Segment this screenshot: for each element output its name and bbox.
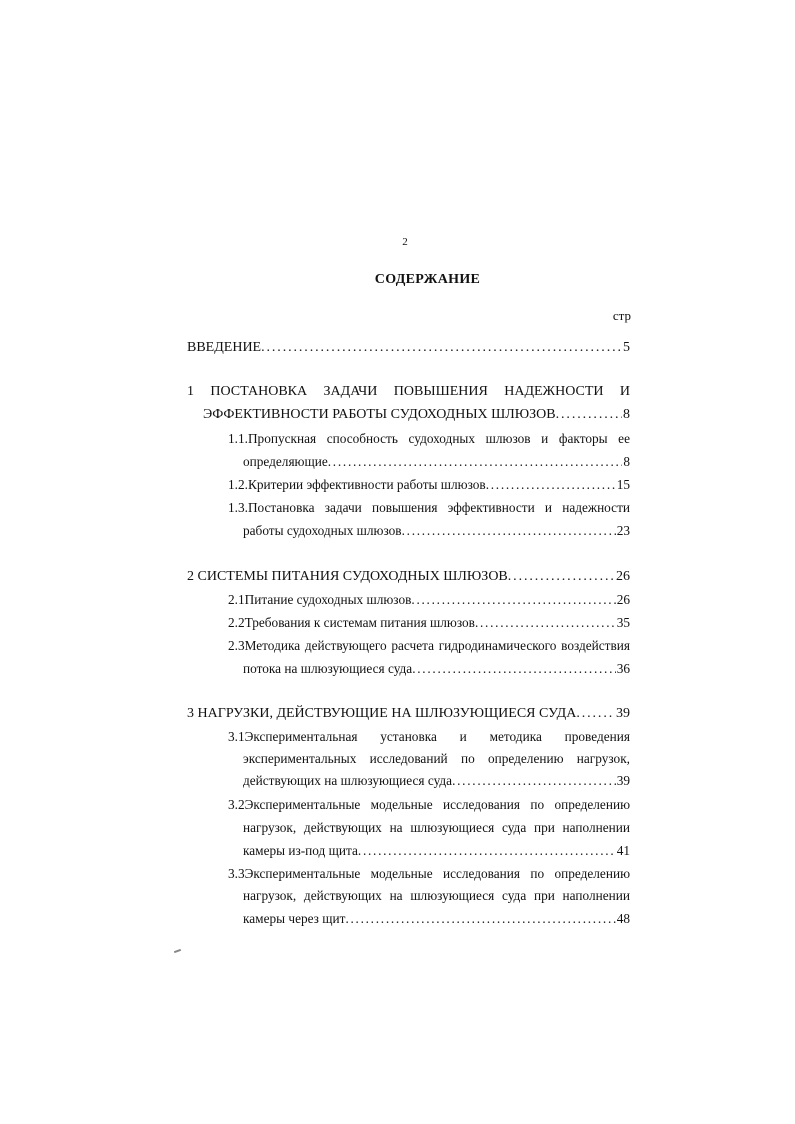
dot-leader <box>576 704 615 724</box>
toc-entry-label: 1.3.Постановка задачи повышения эффективности и надежности <box>228 500 630 515</box>
toc-entry-label: потока на шлюзующиеся суда <box>243 661 413 676</box>
toc-entry-label: камеры через щит <box>243 911 346 926</box>
dot-leader <box>345 909 615 929</box>
toc-entry-label: действующих на шлюзующиеся суда <box>243 773 453 788</box>
toc-entry-chapter-2[interactable] <box>187 567 630 587</box>
toc-entry-label: 3.3Экспериментальные модельные исследования по определению <box>228 866 630 881</box>
toc-entry-label: 2.3Методика действующего расчета гидродинамического воздействия <box>228 638 630 653</box>
toc-entry-label: 3.2Экспериментальные модельные исследования по определению <box>228 797 630 812</box>
toc-entry-label: нагрузок, действующих на шлюзующиеся суда при наполнении <box>243 888 630 903</box>
toc-entry-label: 1.1.Пропускная способность судоходных шлюзов и факторы ее <box>228 431 630 446</box>
dot-leader <box>328 452 623 472</box>
toc-entry-label: ВВЕДЕНИЕ <box>187 340 262 355</box>
dot-leader <box>508 567 615 587</box>
toc-page-number: 39 <box>616 773 630 788</box>
toc-entry-label: 1.2.Критерии эффективности работы шлюзов <box>228 477 486 492</box>
dot-leader <box>411 590 615 610</box>
toc-page-number: 5 <box>623 340 630 355</box>
toc-page-number: 15 <box>616 477 630 492</box>
toc-entry-section-2-2[interactable] <box>228 613 630 633</box>
page-column-header: стр <box>612 308 631 323</box>
dot-leader <box>412 659 616 679</box>
toc-entry-label: определяющие <box>243 454 328 469</box>
toc-entry-label: экспериментальных исследований по определению нагрузок, <box>243 751 630 766</box>
toc-entry-label: 2 СИСТЕМЫ ПИТАНИЯ СУДОХОДНЫХ ШЛЮЗОВ <box>187 569 508 584</box>
toc-page-number: 35 <box>616 615 630 630</box>
dot-leader <box>358 841 616 861</box>
dot-leader <box>475 613 616 633</box>
toc-entry-intro[interactable] <box>187 338 630 358</box>
dot-leader <box>452 771 616 791</box>
toc-entry-label: 3.1Экспериментальная установка и методика проведения <box>228 729 630 744</box>
toc-title: СОДЕРЖАНИЕ <box>374 272 481 287</box>
toc-entry-label: 2.2Требования к системам питания шлюзов <box>228 615 475 630</box>
toc-entry-label: 3 НАГРУЗКИ, ДЕЙСТВУЮЩИЕ НА ШЛЮЗУЮЩИЕСЯ СУДА <box>187 706 577 721</box>
toc-entry-label: 2.1Питание судоходных шлюзов <box>228 592 412 607</box>
toc-entry-chapter-3[interactable] <box>187 704 630 724</box>
toc-page-number: 26 <box>616 569 630 584</box>
toc-page-number: 26 <box>616 592 630 607</box>
toc-entry-label: нагрузок, действующих на шлюзующиеся суда при наполнении <box>243 820 630 835</box>
toc-page-number: 8 <box>623 454 630 469</box>
toc-entry-section-2-1[interactable] <box>228 590 630 610</box>
dot-leader <box>556 405 622 425</box>
toc-entry-section-1-2[interactable] <box>228 475 630 495</box>
toc-entry-label: ЭФФЕКТИВНОСТИ РАБОТЫ СУДОХОДНЫХ ШЛЮЗОВ <box>203 407 556 422</box>
scan-artifact <box>174 949 181 953</box>
toc-entry-label: работы судоходных шлюзов <box>243 523 402 538</box>
toc-page-number: 39 <box>616 706 630 721</box>
dot-leader <box>486 475 616 495</box>
toc-entry-label: камеры из-под щита <box>243 843 358 858</box>
toc-page-number: 23 <box>616 523 630 538</box>
page-number: 2 <box>402 236 408 248</box>
toc-page-number: 8 <box>623 407 630 422</box>
toc-entry-label: 1 ПОСТАНОВКА ЗАДАЧИ ПОВЫШЕНИЯ НАДЕЖНОСТИ И <box>187 384 630 399</box>
dot-leader <box>402 521 616 541</box>
dot-leader <box>261 338 622 358</box>
toc-page-number: 41 <box>616 843 630 858</box>
toc-page-number: 36 <box>616 661 630 676</box>
toc-page-number: 48 <box>616 911 630 926</box>
